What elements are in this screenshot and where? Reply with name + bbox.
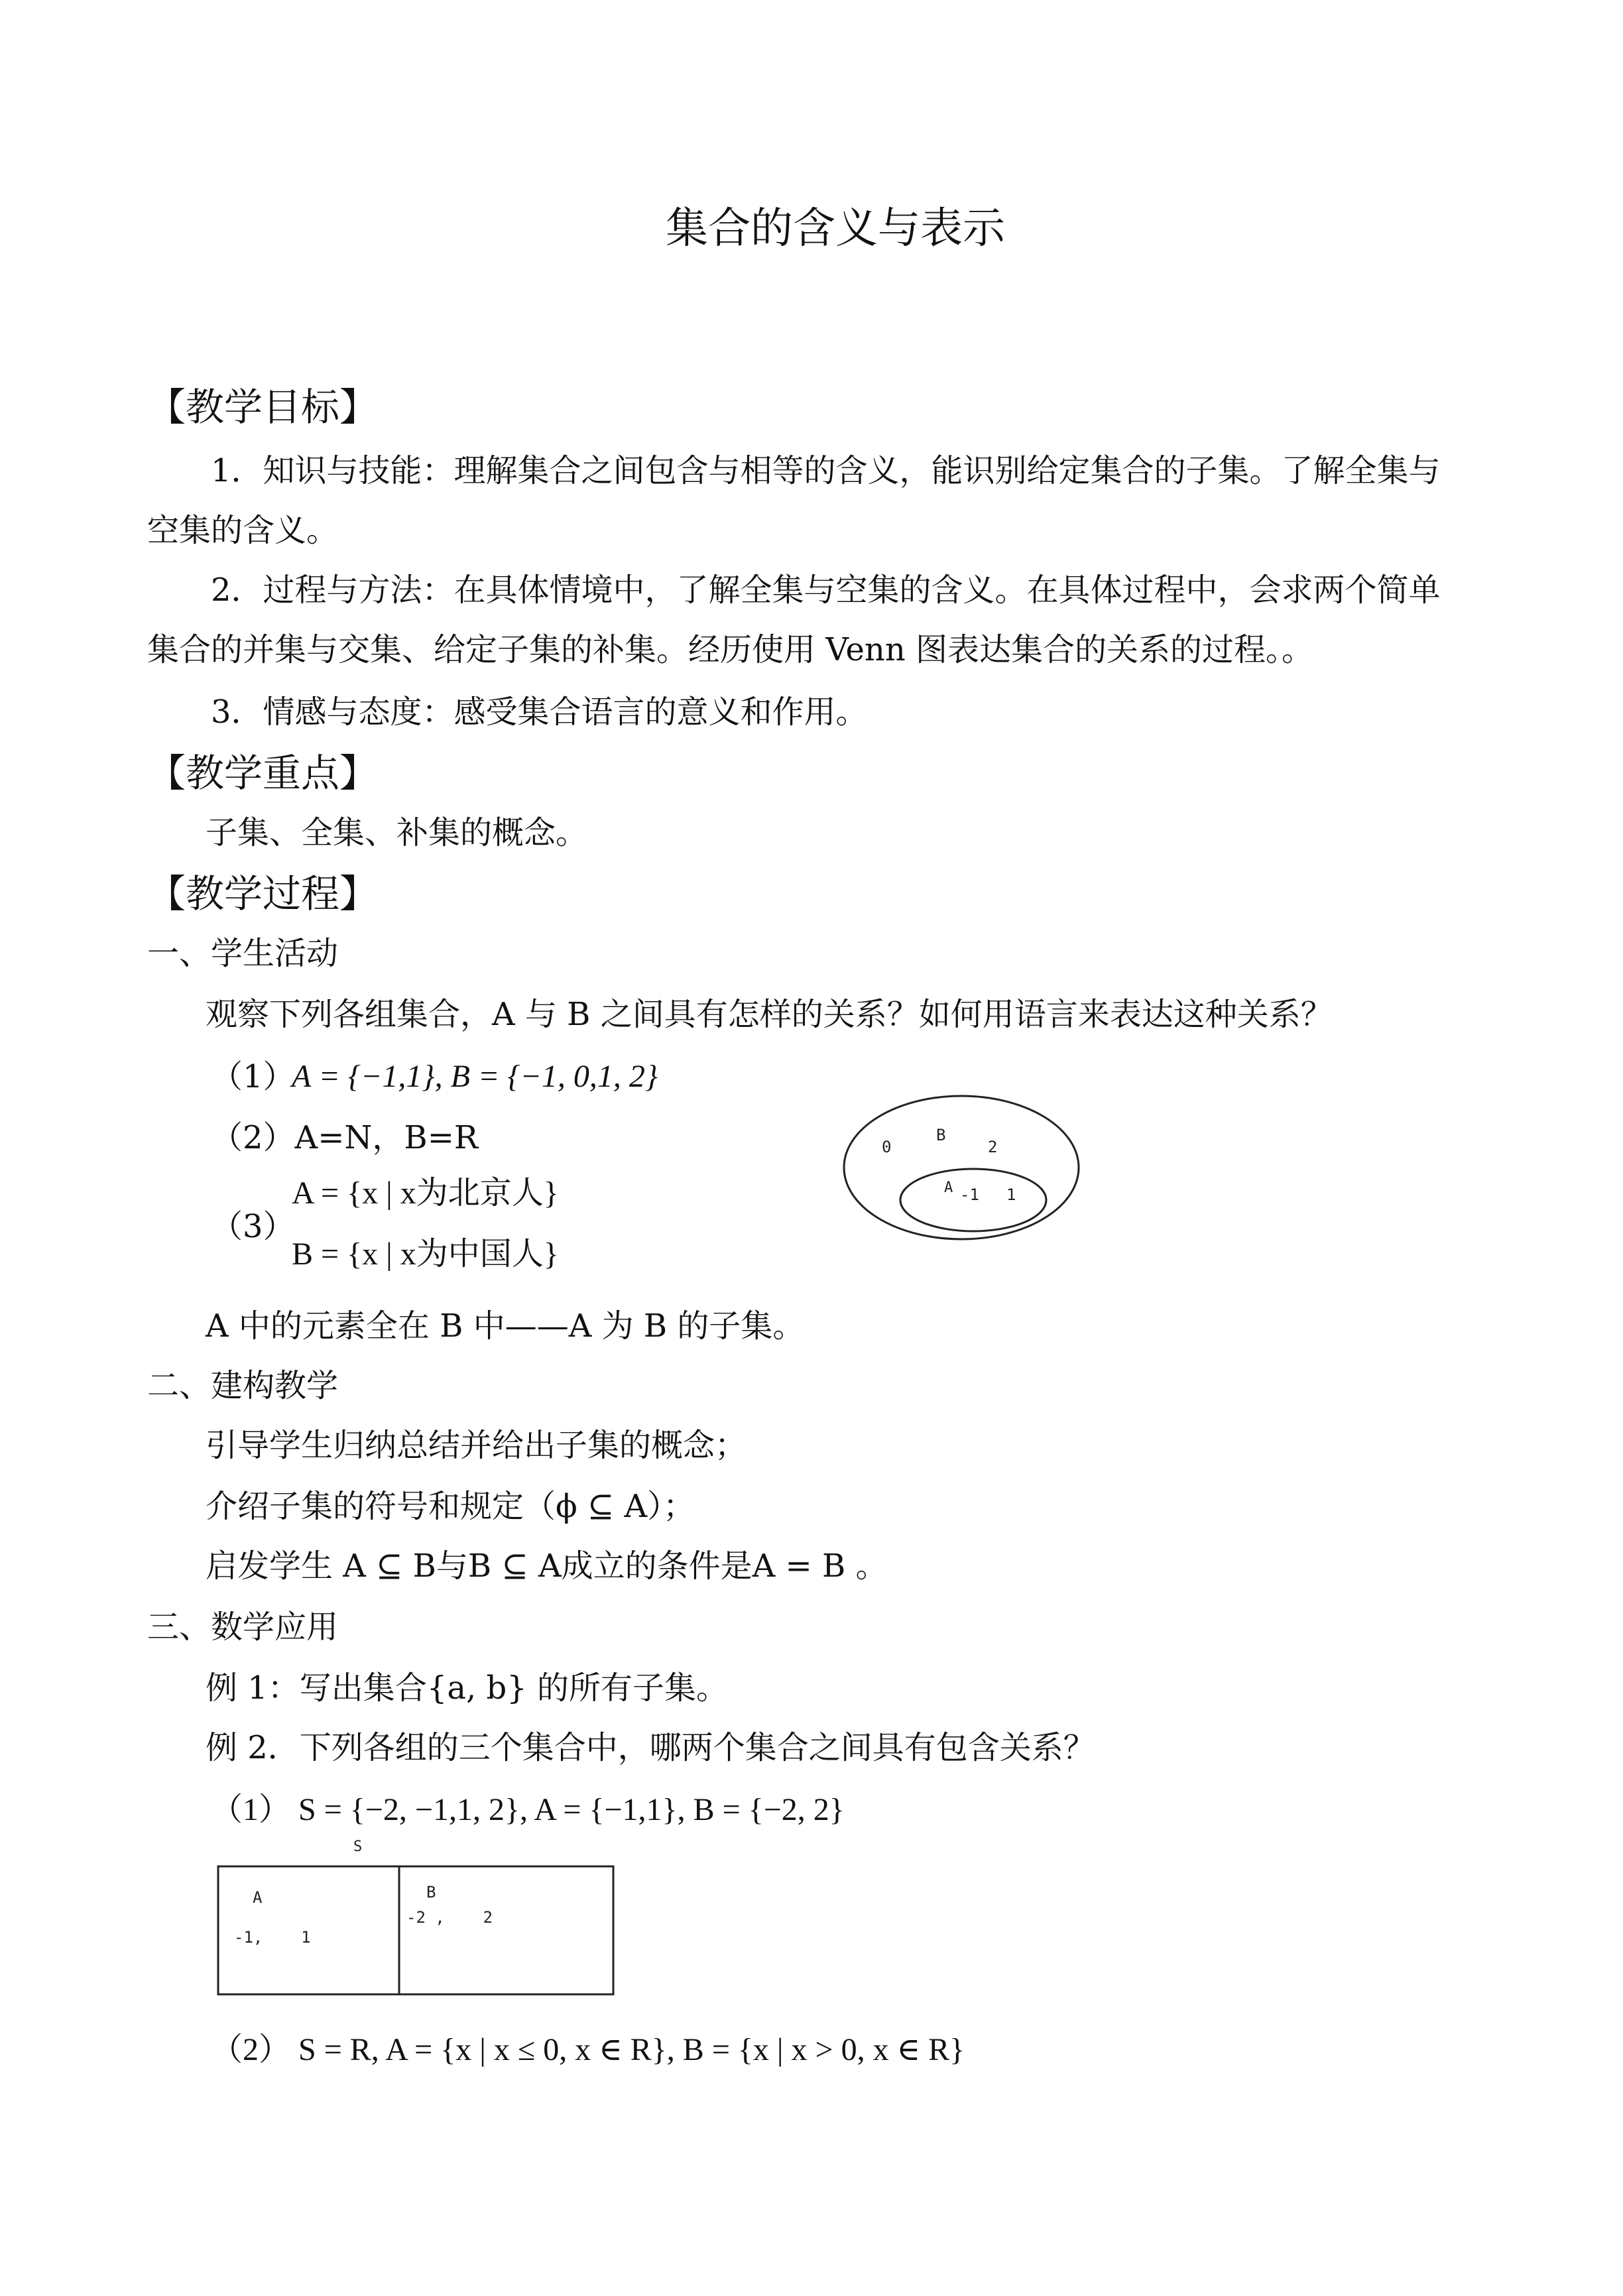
objectives-heading: 【教学目标】: [147, 385, 379, 430]
key-points-heading: 【教学重点】: [147, 751, 379, 796]
part2-line-3: 启发学生 A ⊆ B与B ⊆ A成立的条件是A = B 。: [206, 1547, 888, 1585]
venn-label-a: A: [944, 1179, 953, 1196]
part1-heading: 一、学生活动: [147, 935, 339, 972]
venn-element-1: 1: [1006, 1185, 1016, 1204]
part1-conclusion: A 中的元素全在 B 中——A 为 B 的子集。: [206, 1307, 805, 1345]
key-points-text: 子集、全集、补集的概念。: [206, 814, 588, 851]
example-a1-math: A = {−1,1}, B = {−1, 0,1, 2}: [292, 1059, 658, 1094]
objective-1-line-2: 空集的含义。: [147, 512, 339, 549]
objective-2-line-1: 2．过程与方法：在具体情境中，了解全集与空集的含义。在具体过程中，会求两个简单: [211, 572, 1441, 609]
outer-ellipse-b: [844, 1096, 1079, 1239]
venn-diagram-split: [215, 1837, 617, 1996]
page-title: 集合的含义与表示: [666, 204, 1005, 253]
region-a-elements: -1, 1: [234, 1928, 311, 1947]
part3-example-2: 例 2．下列各组的三个集合中，哪两个集合之间具有包含关系？: [206, 1729, 1095, 1766]
part2-heading: 二、建构教学: [147, 1367, 339, 1404]
part3-example-2-1: （1） S = {−2, −1,1, 2}, A = {−1,1}, B = {−2, 2}: [211, 1792, 845, 1827]
objective-1-line-1: 1．知识与技能：理解集合之间包含与相等的含义，能识别给定集合的子集。了解全集与: [211, 452, 1441, 489]
example-a2: （2）A=N，B=R: [211, 1119, 479, 1156]
part3-heading: 三、数学应用: [147, 1608, 339, 1646]
example-a3-set-a: A = {x | x为北京人}: [292, 1176, 559, 1211]
part1-intro: 观察下列各组集合，A 与 B 之间具有怎样的关系？如何用语言来表达这种关系？: [206, 996, 1333, 1033]
venn-element-2: 2: [988, 1138, 998, 1156]
objective-3: 3．情感与态度：感受集合语言的意义和作用。: [211, 694, 868, 731]
objective-2-line-2: 集合的并集与交集、给定子集的补集。经历使用 Venn 图表达集合的关系的过程。。: [147, 631, 1314, 668]
part2-line-2: 介绍子集的符号和规定（ϕ ⊆ A）；: [206, 1488, 695, 1525]
region-b-elements: -2 , 2: [406, 1908, 493, 1927]
venn-diagram-nested: [842, 1094, 1087, 1246]
venn-label-b: B: [936, 1126, 946, 1144]
part3-example-2-2: （2） S = R, A = {x | x ≤ 0, x ∈ R}, B = {x | x > 0, x ∈ R}: [211, 2032, 965, 2067]
part3-example-1: 例 1：写出集合{a, b} 的所有子集。: [206, 1669, 728, 1707]
example-a3-set-b: B = {x | x为中国人}: [292, 1237, 559, 1272]
example-a1-label: （1）: [211, 1058, 295, 1095]
venn-element-neg1: -1: [960, 1185, 979, 1204]
process-heading: 【教学过程】: [147, 871, 379, 916]
venn-element-0: 0: [882, 1138, 892, 1156]
region-b-label: B: [426, 1883, 436, 1902]
region-a-label: A: [253, 1888, 263, 1907]
part2-line-1: 引导学生归纳总结并给出子集的概念；: [206, 1427, 747, 1464]
example-a3-label: （3）: [211, 1208, 295, 1245]
universe-label-s: S: [353, 1839, 363, 1855]
